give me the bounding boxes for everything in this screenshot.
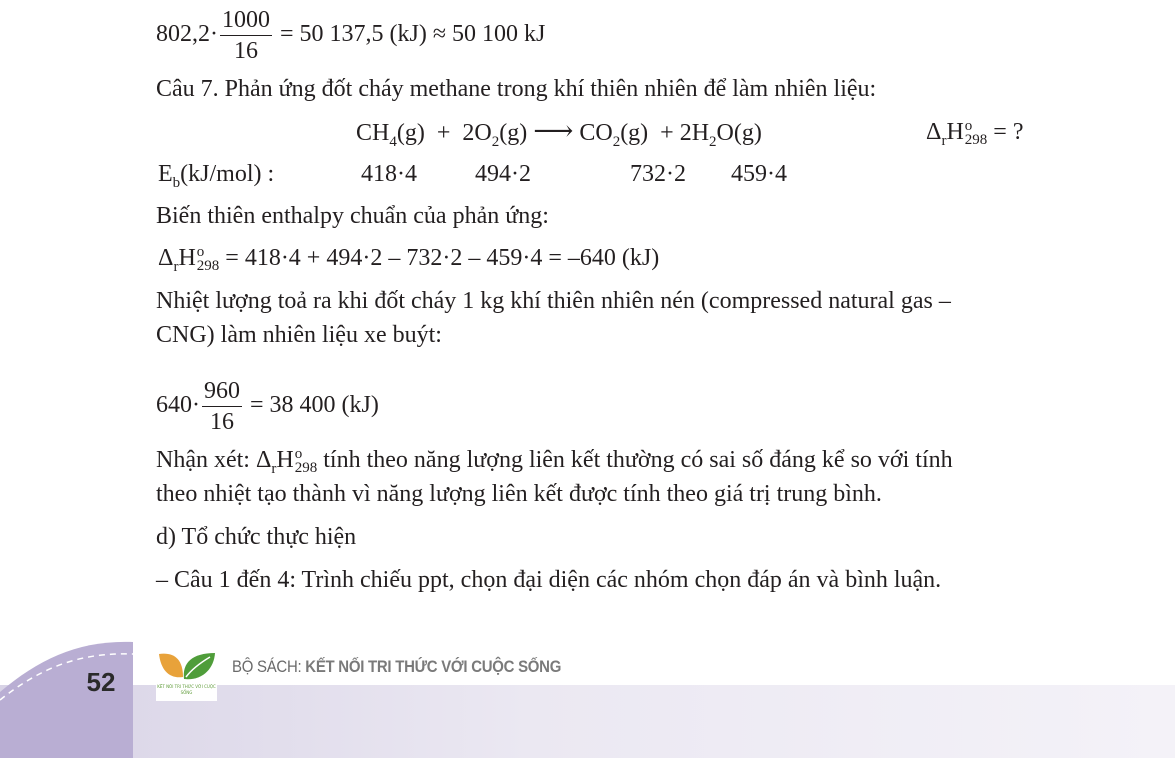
- superscript: o: [196, 244, 205, 261]
- formula-text: E: [158, 161, 173, 187]
- section-d-heading: d) Tổ chức thực hiện: [156, 524, 357, 550]
- remark-label: Nhận xét:: [156, 447, 250, 473]
- unit-text: (kJ/mol) :: [180, 161, 275, 187]
- heat-paragraph-line-2: CNG) làm nhiên liệu xe buýt:: [156, 322, 442, 348]
- fraction: [220, 5, 272, 66]
- calc-text: 802,2·: [156, 21, 218, 48]
- delta-symbol: Δ: [255, 447, 272, 473]
- equation-reactant-ch4: [356, 117, 762, 148]
- series-title: [232, 657, 561, 677]
- calc-text: = 418·4 + 494·2 – 732·2 – 459·4 = –640 (kJ): [225, 245, 660, 271]
- subscript: 2: [491, 133, 500, 150]
- formula-text: H: [178, 245, 196, 271]
- subscript: b: [172, 174, 181, 191]
- remark-text: tính theo năng lượng liên kết thường có sai số đáng kể so với tính: [323, 447, 953, 473]
- logo-caption: KẾT NỐI TRI THỨC VỚI CUỘC SỐNG: [156, 684, 217, 701]
- question-7: Câu 7. Phản ứng đốt cháy methane trong khí thiên nhiên để làm nhiên liệu:: [156, 76, 877, 102]
- bond-energy-label: [158, 159, 274, 189]
- numerator: 960: [202, 376, 242, 407]
- subscript: 298: [294, 460, 318, 477]
- subscript: 298: [196, 258, 220, 275]
- reaction-arrow-icon: ⟶: [533, 116, 574, 147]
- remark-line-1: [156, 445, 953, 475]
- delta-symbol: Δ: [158, 245, 174, 271]
- calc-line-2: [156, 376, 379, 437]
- subscript: r: [173, 258, 179, 275]
- formula-text: + 2H: [660, 120, 710, 146]
- formula-text: CO: [579, 120, 613, 146]
- delta-symbol: Δ: [926, 119, 942, 145]
- formula-text: O(g): [716, 120, 762, 146]
- supsub: [295, 447, 318, 475]
- series-prefix: BỘ SÁCH:: [232, 657, 302, 676]
- series-name: KẾT NỐI TRI THỨC VỚI CUỘC SỐNG: [305, 657, 562, 676]
- formula-text: CH: [356, 120, 390, 146]
- numerator: 1000: [220, 5, 272, 36]
- subscript: 4: [389, 133, 397, 150]
- enthalpy-heading: Biến thiên enthalpy chuẩn của phản ứng:: [156, 203, 549, 229]
- superscript: o: [964, 118, 973, 135]
- denominator: 16: [234, 38, 258, 64]
- plus-sign: +: [436, 120, 451, 146]
- remark-line-2: theo nhiệt tạo thành vì năng lượng liên kết được tính theo giá trị trung bình.: [156, 481, 882, 507]
- subscript: 2: [709, 133, 717, 150]
- calc-text: 640·: [156, 392, 200, 419]
- bond-energy-ch4: 418·4: [361, 161, 417, 187]
- calc-result: = 38 400 (kJ): [250, 392, 379, 419]
- superscript: o: [294, 446, 303, 463]
- supsub: [197, 245, 220, 273]
- state-text: (g): [620, 120, 649, 146]
- bond-energy-o2: 494·2: [475, 161, 531, 187]
- formula-text: H: [276, 447, 294, 473]
- denominator: 16: [210, 409, 234, 435]
- enthalpy-symbol: [926, 117, 1023, 147]
- subscript: 298: [964, 132, 988, 149]
- subscript: 2: [612, 133, 621, 150]
- bond-energy-h2o: 459·4: [731, 161, 787, 187]
- calc-line-1: [156, 5, 545, 66]
- page-number: 52: [86, 667, 116, 697]
- state-text: (g): [499, 120, 528, 146]
- supsub: [965, 119, 988, 147]
- subscript: r: [271, 460, 277, 477]
- formula-text: H: [946, 119, 964, 145]
- fraction: [202, 376, 242, 437]
- calc-result: = 50 137,5 (kJ) ≈ 50 100 kJ: [280, 21, 546, 48]
- equals-question: = ?: [993, 119, 1024, 145]
- bond-energy-co2: 732·2: [630, 161, 686, 187]
- heat-paragraph-line-1: Nhiệt lượng toả ra khi đốt cháy 1 kg khí thiên nhiên nén (compressed natural gas –: [156, 288, 951, 314]
- enthalpy-calc: [158, 243, 659, 273]
- bullet-cau-1-4: – Câu 1 đến 4: Trình chiếu ppt, chọn đại diện các nhóm chọn đáp án và bình luận.: [156, 567, 942, 593]
- state-text: (g): [396, 120, 425, 146]
- subscript: r: [941, 132, 947, 149]
- formula-text: 2O: [462, 120, 492, 146]
